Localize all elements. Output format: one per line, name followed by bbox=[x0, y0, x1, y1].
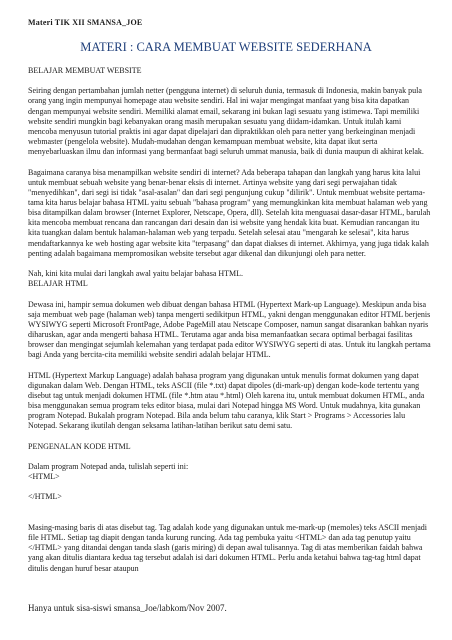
document-body bbox=[28, 66, 432, 574]
paragraph: Bagaimana caranya bisa menampilkan website sendiri di internet? Ada beberapa tahapan dan langkah yang harus kita lalui untuk membuat sebuah website yang benar-benar eksis di internet. Artinya website yang dari segi perwajahan tidak "menyedihkan", dari segi isi tidak "asal-asalan" dan dari segi pengunjung cukup "dilirik". Untuk membuat website pertama-tama kita harus belajar bahasa HTML yaitu sebuah "bahasa program" yang memungkinkan kita membuat halaman web yang bisa ditampilkan dalam browser (Internet Explorer, Netscape, Opera, dll). Setelah kita menguasai dasar-dasar HTML, barulah kita mencoba membuat rencana dan rancangan dari desain dan isi website yang hendak kita buat. Kemudian rancangan itu kita tuangkan dalam bentuk halaman-halaman web yang terpadu. Setelah selesai atau "mengarah ke selesai", kita harus mendaftarkannya ke web hosting agar website kita "terpasang" dan dapat diakses di internet. Akhirnya, yang juga tidak kalah penting adalah bagaimana mempromosikan website tersebut agar dikenal dan dikunjungi oleh para netter. bbox=[28, 167, 431, 258]
section-heading: BELAJAR MEMBUAT WEBSITE bbox=[28, 66, 142, 75]
code-line: </HTML> bbox=[28, 492, 62, 502]
paragraph: Dewasa ini, hampir semua dokumen web dibuat dengan bahasa HTML (Hypertext Mark-up Language). Meskipun anda bisa saja membuat web page (halaman web) tanpa mengerti sedikitpun HTML, yakni dengan menggunakan editor HTML berjenis WYSIWYG seperti Microsoft FrontPage, Adobe PageMill atau Netscape Composer, namun sangat disarankan bahkan nyaris diharuskan, agar anda mengerti bahasa HTML. Terutama agar anda bisa memanfaatkan secara optimal berbagai fasilitas browser dan mengingat sejumlah kelemahan yang terdapat pada editor WYSIWYG seperti di atas. Untuk itu langkah pertama bagi Anda yang bercita-cita memiliki website sendiri adalah belajar HTML. bbox=[28, 299, 431, 360]
paragraph: Seiring dengan pertambahan jumlah netter (pengguna internet) di seluruh dunia, termasuk di Indonesia, makin banyak pula orang yang ingin mempunyai homepage atau website sendiri. Hal ini wajar mengingat manfaat yang bisa kita dapatkan dengan mempunyai website sendiri. Memiliki alamat email, sekarang ini bukan lagi sesuatu yang istimewa. Tapi memiliki website sendiri mungkin bagi kebanyakan orang masih merupakan sesuatu yang diidam-idamkan. Untuk itulah kami mencoba menyusun tutorial praktis ini agar dapat dipelajari dan dipraktikkan oleh para netter yang berkeinginan menjadi webmaster (pengelola website). Mudah-mudahan dengan kemampuan membuat website, kita dapat ikut serta menyebarluaskan ilmu dan informasi yang bermanfaat bagi seluruh ummat manusia, baik di dunia maupun di akhirat kelak. bbox=[28, 86, 424, 157]
document-header: Materi TIK XII SMANSA_JOE bbox=[28, 18, 143, 27]
code-line: <HTML> bbox=[28, 472, 60, 482]
section-heading: BELAJAR HTML bbox=[28, 279, 88, 289]
section-heading: PENGENALAN KODE HTML bbox=[28, 441, 131, 451]
paragraph: Nah, kini kita mulai dari langkah awal yaitu belajar bahasa HTML. bbox=[28, 269, 244, 279]
document-footer: Hanya untuk sisa-siswi smansa_Joe/labkom/Nov 2007. bbox=[28, 603, 227, 613]
paragraph: Masing-masing baris di atas disebut tag. Tag adalah kode yang digunakan untuk me-mark-up (memoles) teks ASCII menjadi file HTML. Setiap tag diapit dengan tanda kurung runcing. Ada tag pembuka yaitu <HTML> dan ada tag penutup yaitu </HTML> yang ditandai dengan tanda slash (garis miring) di depan awal tulisannya. Tag di atas memberikan faidah bahwa yang akan ditulis diantara kedua tag tersebut adalah isi dari dokumen HTML. Perlu anda ketahui bahwa tag-tag html dapat ditulis dengan huruf besar ataupun bbox=[28, 522, 427, 573]
document-title: MATERI : CARA MEMBUAT WEBSITE SEDERHANA bbox=[80, 40, 372, 54]
paragraph: Dalam program Notepad anda, tulislah seperti ini: bbox=[28, 461, 189, 471]
paragraph: HTML (Hypertext Markup Language) adalah bahasa program yang digunakan untuk menulis format dokumen yang dapat digunakan dalam Web. Dengan HTML, teks ASCII (file *.txt) dapat dipoles (di-mark-up) dengan kode-kode tertentu yang disebut tag untuk menjadi dokumen HTML (file *.htm atau *.html) Oleh karena itu, untuk membuat dokumen HTML, anda bisa menggunakan semua program teks editor biasa, mulai dari Notepad hingga MS Word. Untuk mudahnya, kita gunakan program Notepad. Bukalah program Notepad. Bila anda belum tahu caranya, klik Start > Programs > Accessories lalu Notepad. Sekarang ikutilah dengan seksama latihan-latihan berikut satu demi satu. bbox=[28, 370, 425, 431]
